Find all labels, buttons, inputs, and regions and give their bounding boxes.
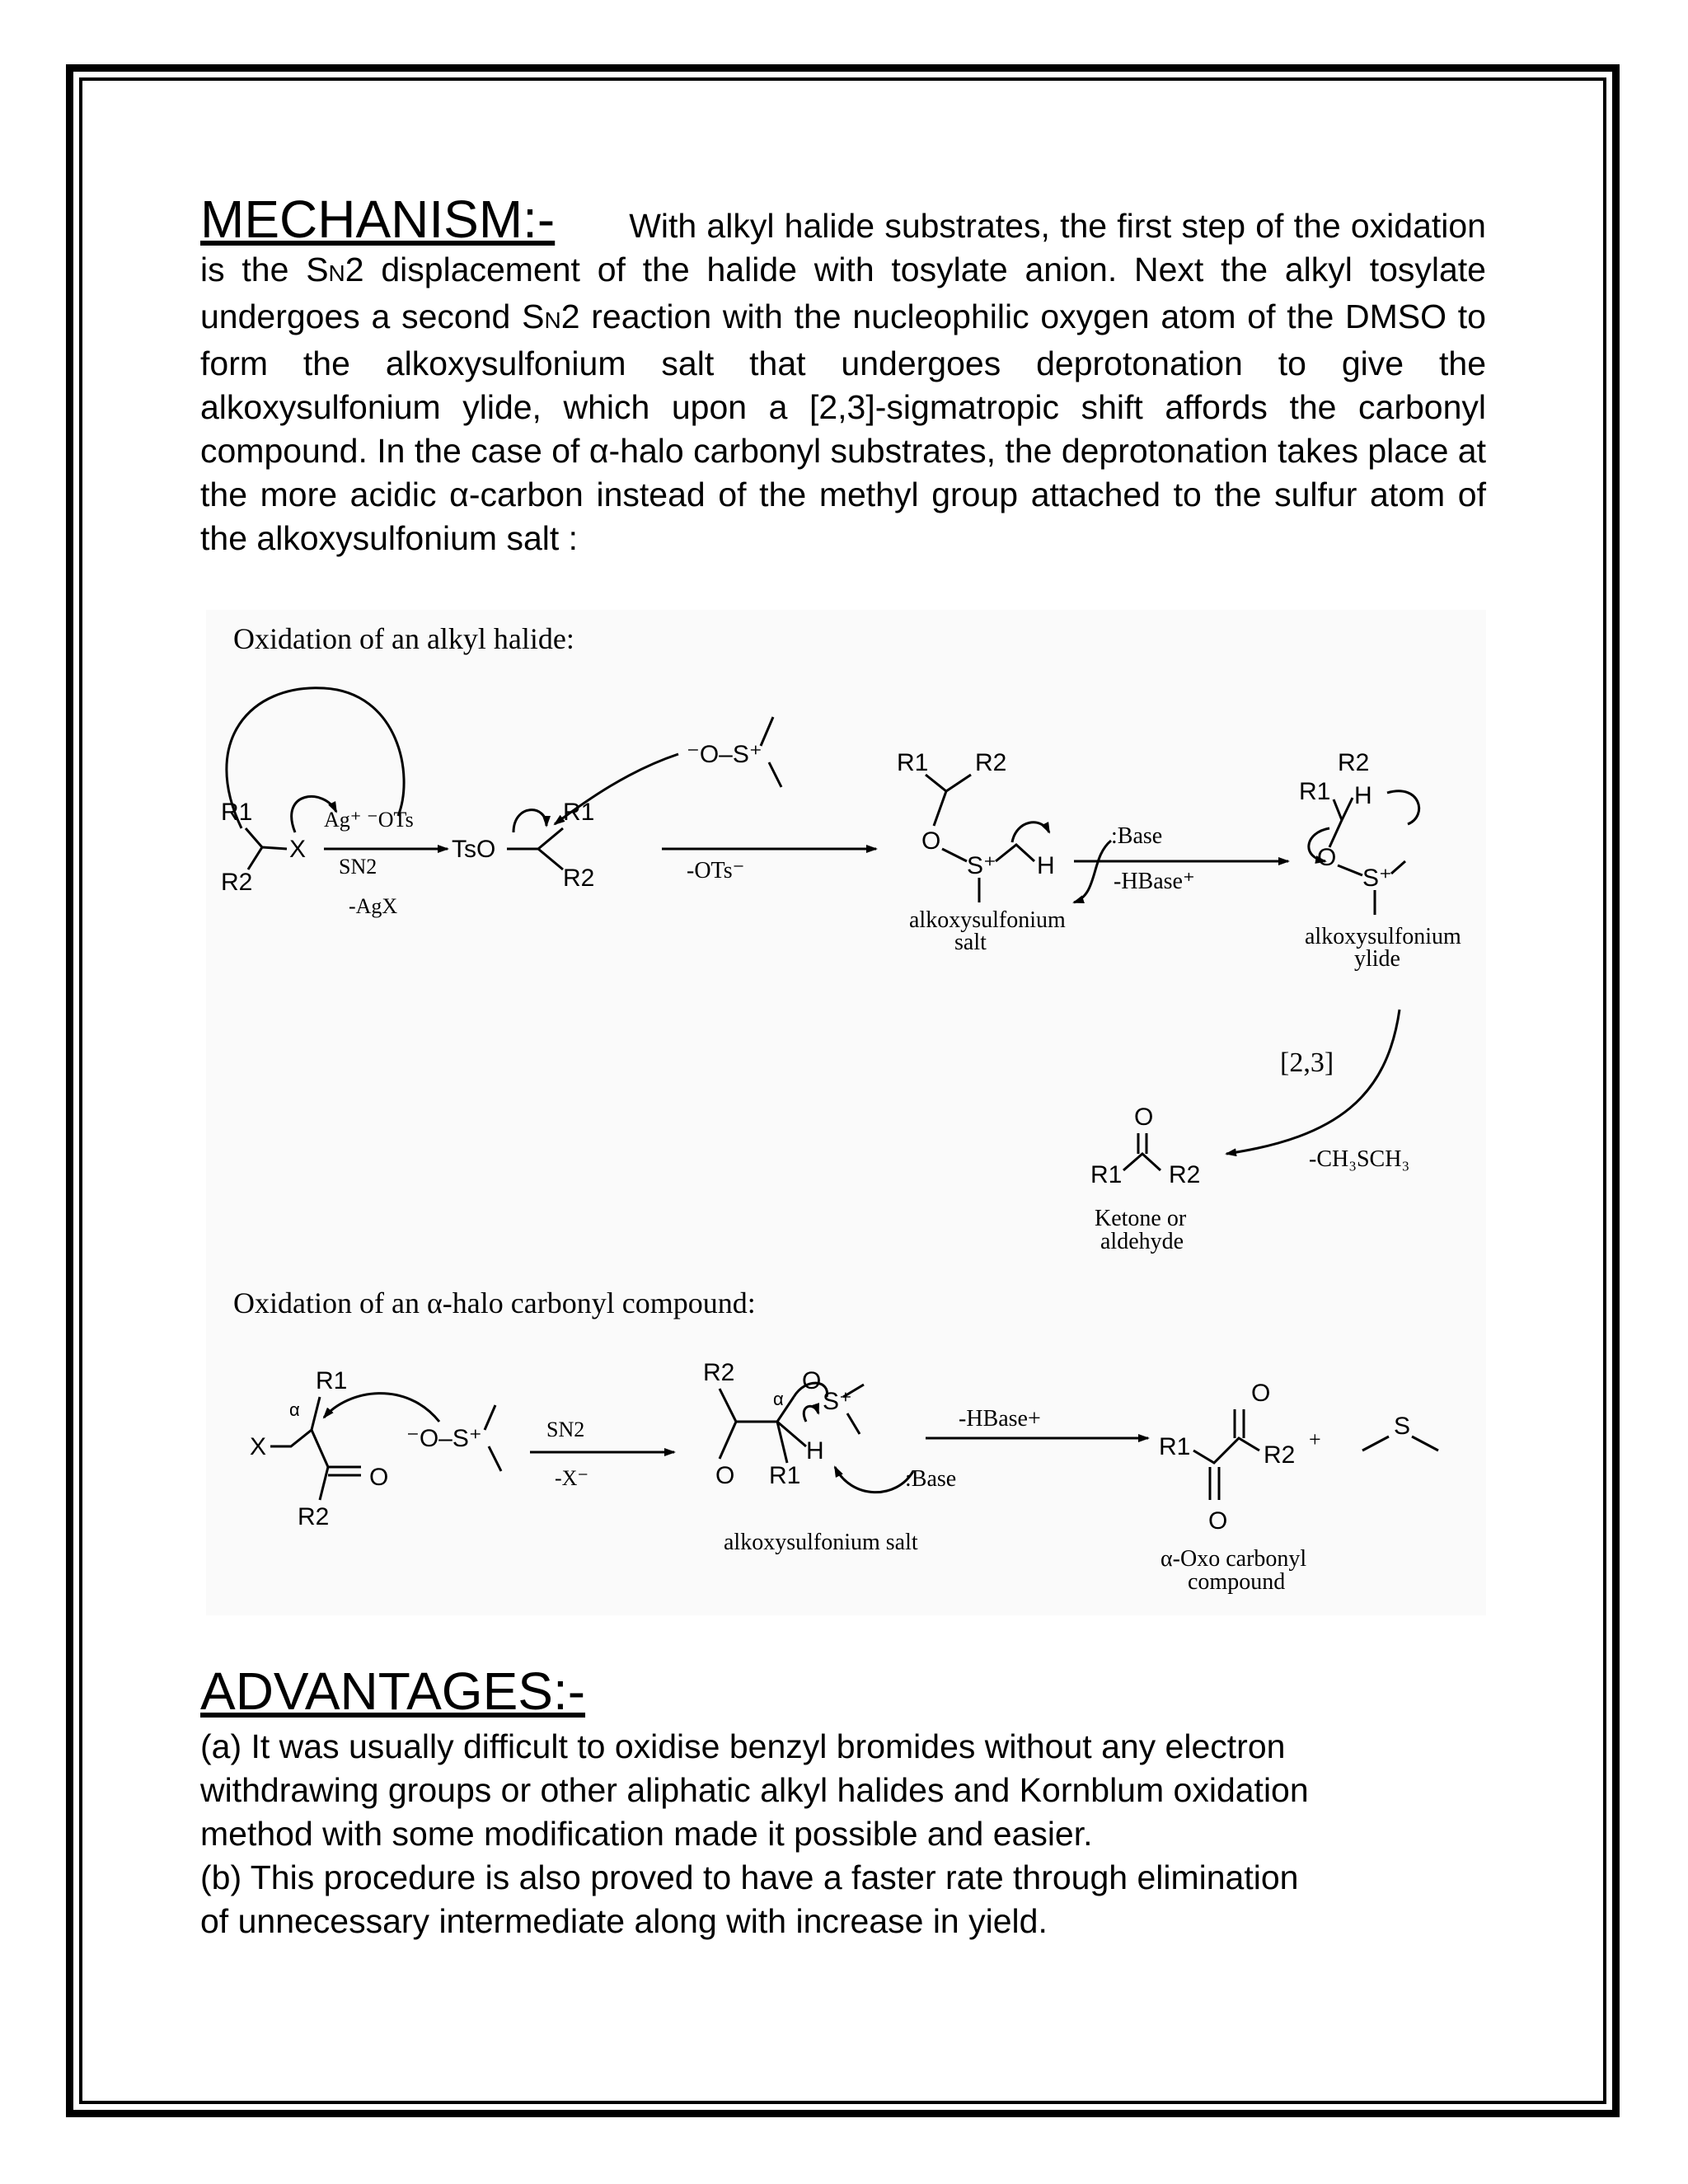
salt-s: S⁺: [967, 852, 996, 879]
tso-label: TsO: [452, 836, 496, 863]
ylide-h: H: [1354, 782, 1372, 809]
shift-label: [2,3]: [1280, 1047, 1334, 1078]
sn2-n-1: N: [328, 260, 345, 286]
halo-alpha: α: [289, 1399, 300, 1420]
reagent-ag-ots: Ag⁺ ⁻OTs: [324, 808, 414, 832]
dmso2-label: ⁻O–S⁺: [406, 1425, 482, 1452]
alkyl-halide-r2: R2: [221, 869, 253, 896]
salt-label-1: alkoxysulfonium: [909, 907, 1066, 933]
advantages-line-4: (b) This procedure is also proved to have a faster rate through elimination: [200, 1858, 1299, 1896]
base-label: :Base: [1111, 823, 1163, 849]
salt-o: O: [921, 827, 941, 855]
minus-me2s-label: -CH₃SCH₃: [1309, 1146, 1410, 1172]
salt2-h: H: [806, 1437, 824, 1465]
salt2-s: S⁺: [823, 1388, 852, 1415]
scheme2-minus-x: -X⁻: [555, 1466, 589, 1490]
advantages-heading: ADVANTAGES:-: [200, 1661, 586, 1721]
salt2-r2: R2: [703, 1359, 735, 1386]
mechanism-text-1: With alkyl halide substrates, the first step of the oxidation is the: [200, 207, 1486, 288]
reagent-minus-agx: -AgX: [349, 894, 398, 918]
alkyl-halide-x: X: [289, 836, 307, 863]
tosylate-r1: R1: [563, 799, 595, 826]
advantages-section: [200, 1661, 1486, 1943]
product-label-2: aldehyde: [1100, 1229, 1184, 1254]
halo-o: O: [369, 1464, 389, 1491]
oxo-label-2: compound: [1188, 1569, 1286, 1595]
reaction-scheme-figure: [200, 610, 1486, 1615]
ylide-label-1: alkoxysulfonium: [1305, 924, 1461, 949]
oxo-o-top: O: [1251, 1380, 1271, 1407]
salt2-alpha: α: [773, 1389, 784, 1409]
sn2-s-1: S: [306, 251, 329, 288]
salt2-r1: R1: [769, 1462, 801, 1489]
alkyl-halide-r1: R1: [221, 799, 253, 826]
salt-label-2: salt: [954, 930, 987, 955]
dms-s: S: [1394, 1413, 1411, 1440]
scheme2-title: Oxidation of an α-halo carbonyl compound:: [233, 1286, 756, 1319]
halo-r1: R1: [316, 1367, 348, 1394]
minus-ots-label: -OTs⁻: [687, 858, 745, 883]
advantages-line-5: of unnecessary intermediate along with increase in yield.: [200, 1902, 1048, 1940]
product-r1: R1: [1090, 1161, 1123, 1188]
scheme2-hbase: -HBase+: [959, 1406, 1041, 1432]
oxo-r1: R1: [1159, 1433, 1191, 1460]
plus-sign: +: [1309, 1427, 1321, 1451]
oxo-o-bottom: O: [1208, 1507, 1228, 1535]
product-o: O: [1134, 1104, 1154, 1131]
ylide-label-2: ylide: [1354, 946, 1400, 972]
product-label-1: Ketone or: [1095, 1206, 1187, 1231]
ylide-r2: R2: [1338, 749, 1370, 776]
scheme2-sn2: SN2: [546, 1418, 585, 1441]
scheme2-salt-label: alkoxysulfonium salt: [724, 1530, 918, 1555]
mechanism-section: [200, 190, 1486, 560]
salt-r2: R2: [975, 749, 1007, 776]
mechanism-paragraph: [200, 190, 1486, 560]
product-r2: R2: [1169, 1161, 1201, 1188]
mechanism-text-2: 2 displacement of the halide with tosylate anion. Next the alkyl tosylate undergoes a second: [200, 251, 1486, 335]
hbase-label: -HBase⁺: [1114, 869, 1195, 894]
dmso-label: ⁻O–S⁺: [687, 741, 762, 768]
salt-r1: R1: [897, 749, 929, 776]
salt-h: H: [1037, 852, 1055, 879]
sn2-n-2: N: [544, 307, 561, 333]
advantages-line-1: (a) It was usually difficult to oxidise benzyl bromides without any electron: [200, 1727, 1286, 1765]
sn2-s-2: S: [522, 298, 545, 335]
halo-x: X: [250, 1433, 267, 1460]
advantages-line-3: method with some modification made it possible and easier.: [200, 1815, 1093, 1853]
tosylate-r2: R2: [563, 865, 595, 892]
scheme1-title: Oxidation of an alkyl halide:: [233, 622, 574, 655]
oxo-r2: R2: [1264, 1441, 1296, 1469]
oxo-label-1: α-Oxo carbonyl: [1160, 1546, 1307, 1572]
ylide-r1: R1: [1299, 778, 1331, 805]
halo-r2: R2: [298, 1503, 330, 1530]
mechanism-text-3: 2 reaction with the nucleophilic oxygen atom of the DMSO to form the alkoxysulfonium salt that undergoes deprotonation to give the alkoxysulfonium ylide, which upon a [2,3]-sigmatropic shift affords the carbonyl compound. In the case of α-halo carbonyl substrates, the deprotonation takes place at the more acidic α-carbon instead of the methyl group attached to the sulfur atom of the alkoxysulfonium salt :: [200, 298, 1486, 557]
salt2-o-carbonyl: O: [715, 1462, 735, 1489]
mechanism-heading: MECHANISM:-: [200, 190, 556, 249]
salt2-o: O: [802, 1367, 822, 1394]
scheme2-base: :Base: [905, 1466, 957, 1492]
ylide-s: S⁺: [1362, 865, 1392, 892]
advantages-line-2: withdrawing groups or other aliphatic alkyl halides and Kornblum oxidation: [200, 1771, 1309, 1809]
reagent-sn2: SN2: [339, 855, 377, 879]
reaction-scheme-svg: [200, 610, 1486, 1615]
ylide-o: O: [1317, 844, 1337, 871]
